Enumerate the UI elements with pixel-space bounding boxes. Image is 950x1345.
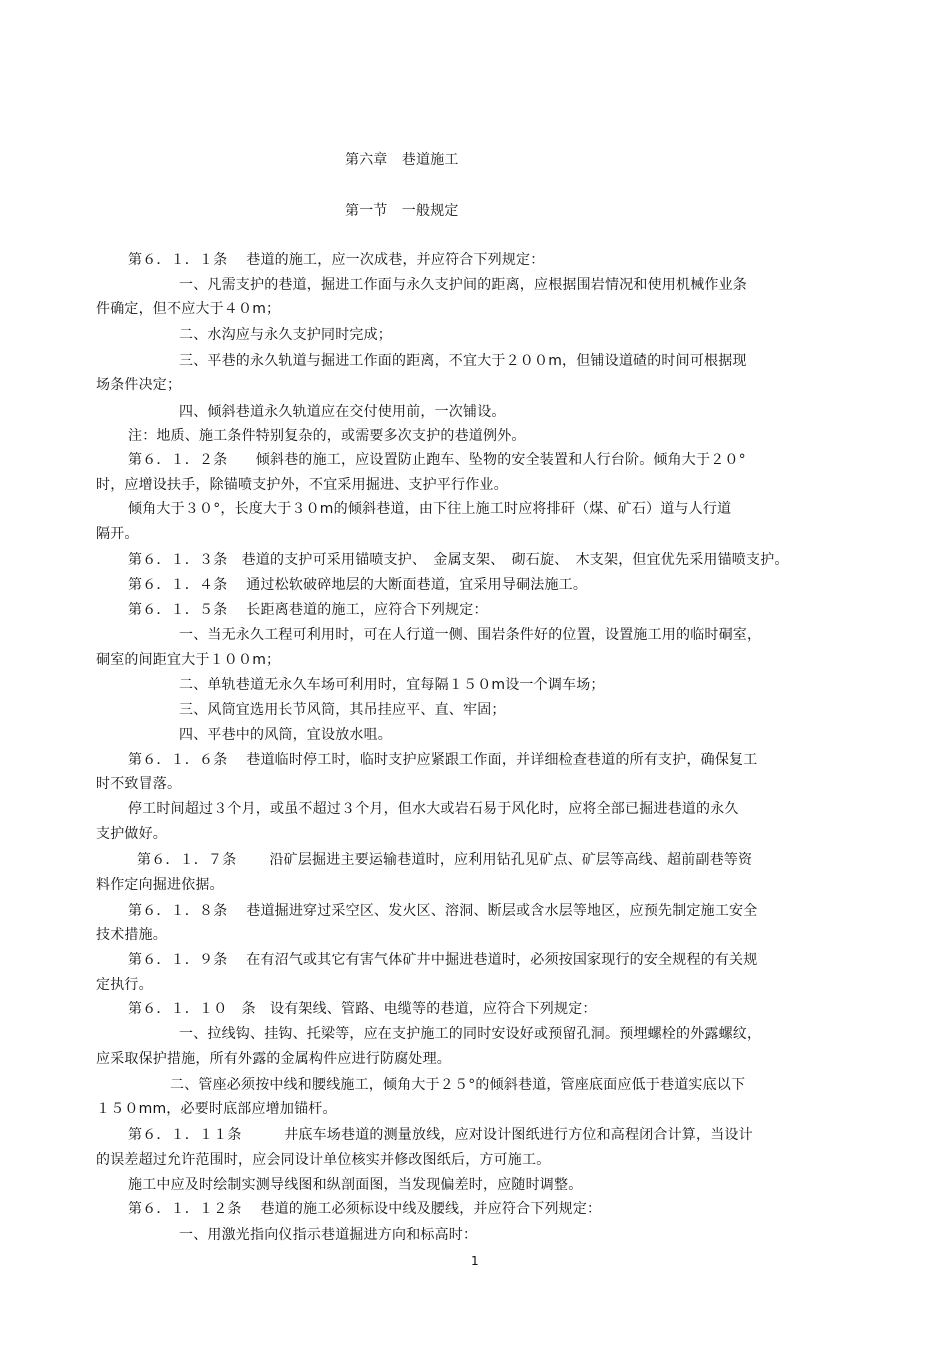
text-line: 第６．１．４条 通过松软破碎地层的大断面巷道，宜采用导硐法施工。 <box>128 577 588 593</box>
text-line: 隔开。 <box>96 526 139 542</box>
text-line: 第６．１．１０ 条 设有架线、管路、电缆等的巷道，应符合下列规定： <box>128 1001 597 1017</box>
text-line: 第６．１．１１条 井底车场巷道的测量放线，应对设计图纸进行方位和高程闭合计算，当设计 <box>128 1127 753 1143</box>
text-line: 料作定向掘进依据。 <box>96 877 224 893</box>
text-line: 施工中应及时绘制实测导线图和纵剖面图，当发现偏差时，应随时调整。 <box>128 1177 583 1193</box>
text-line: 三、风筒宜选用长节风筒，其吊挂应平、直、牢固； <box>179 702 506 718</box>
text-line: 注：地质、施工条件特别复杂的，或需要多次支护的巷道例外。 <box>128 428 526 444</box>
text-line: 时，应增设扶手，除锚喷支护外，不宜采用掘进、支护平行作业。 <box>96 477 508 493</box>
text-line: 四、平巷中的风筒，宜设放水咀。 <box>179 727 392 743</box>
text-line: 第６．１．７条 沿矿层掘进主要运输巷道时，应利用钻孔见矿点、矿层等高线、超前副巷等资 <box>137 852 753 868</box>
text-line: 一、拉线钩、挂钩、托梁等，应在支护施工的同时安设好或预留孔洞。预埋螺栓的外露螺纹， <box>179 1026 762 1042</box>
text-line: 时不致冒落。 <box>96 776 182 792</box>
text-line: 倾角大于３０°，长度大于３０m的倾斜巷道，由下往上施工时应将排矸（煤、矿石）道与人行道 <box>128 501 732 517</box>
text-line: 二、水沟应与永久支护同时完成； <box>179 327 392 343</box>
text-line: 第６．１．５条 长距离巷道的施工，应符合下列规定： <box>128 602 488 618</box>
text-line: 的误差超过允许范围时，应会同设计单位核实并修改图纸后，方可施工。 <box>96 1152 551 1168</box>
text-line: 应采取保护措施，所有外露的金属构件应进行防腐处理。 <box>96 1051 451 1067</box>
text-line: 第６．１．１条 巷道的施工，应一次成巷，并应符合下列规定： <box>128 252 545 268</box>
page-number: 1 <box>471 1254 479 1268</box>
text-line: 二、单轨巷道无永久车场可利用时，宜每隔１５０m设一个调车场； <box>179 677 605 693</box>
text-line: 停工时间超过３个月，或虽不超过３个月，但水大或岩石易于风化时，应将全部已掘进巷道的永久 <box>128 801 739 817</box>
text-line: 第６．１．９条 在有沼气或其它有害气体矿井中掘进巷道时，必须按国家现行的安全规程的有关规 <box>128 952 758 968</box>
section-title: 第一节 一般规定 <box>345 203 459 219</box>
text-line: 件确定，但不应大于４０m； <box>96 301 281 317</box>
text-line: 一、用激光指向仪指示巷道掘进方向和标高时： <box>179 1227 478 1243</box>
text-line: 第６．１．３条 巷道的支护可采用锚喷支护、 金属支架、 砌石旋、 木支架，但宜优先采用锚喷支护。 <box>128 552 789 568</box>
text-line: 第６．１．８条 巷道掘进穿过采空区、发火区、溶洞、断层或含水层等地区，应预先制定施工安全 <box>128 903 758 919</box>
text-line: 场条件决定； <box>96 377 182 393</box>
text-line: 四、倾斜巷道永久轨道应在交付使用前，一次铺设。 <box>179 404 506 420</box>
text-line: 一、凡需支护的巷道，掘进工作面与永久支护间的距离，应根据围岩情况和使用机械作业条 <box>179 277 747 293</box>
text-line: 一、当无永久工程可利用时，可在人行道一侧、围岩条件好的位置，设置施工用的临时硐室， <box>179 627 762 643</box>
text-line: １５０mm，必要时底部应增加锚杆。 <box>96 1101 337 1117</box>
chapter-title: 第六章 巷道施工 <box>345 152 459 168</box>
text-line: 第６．１．１２条 巷道的施工必须标设中线及腰线，并应符合下列规定： <box>128 1201 602 1217</box>
text-line: 三、平巷的永久轨道与掘进工作面的距离，不宜大于２００m，但铺设道碴的时间可根据现 <box>179 353 747 369</box>
text-line: 第６．１．２条 倾斜巷的施工，应设置防止跑车、坠物的安全装置和人行台阶。倾角大于２０° <box>128 452 746 468</box>
text-line: 支护做好。 <box>96 826 167 842</box>
text-line: 硐室的间距宜大于１００m； <box>96 652 281 668</box>
text-line: 二、管座必须按中线和腰线施工，倾角大于２５°的倾斜巷道，管座底面应低于巷道实底以下 <box>170 1077 746 1093</box>
text-line: 技术措施。 <box>96 927 167 943</box>
text-line: 定执行。 <box>96 977 153 993</box>
text-line: 第６．１．６条 巷道临时停工时，临时支护应紧跟工作面，并详细检查巷道的所有支护，确保复工 <box>128 752 758 768</box>
